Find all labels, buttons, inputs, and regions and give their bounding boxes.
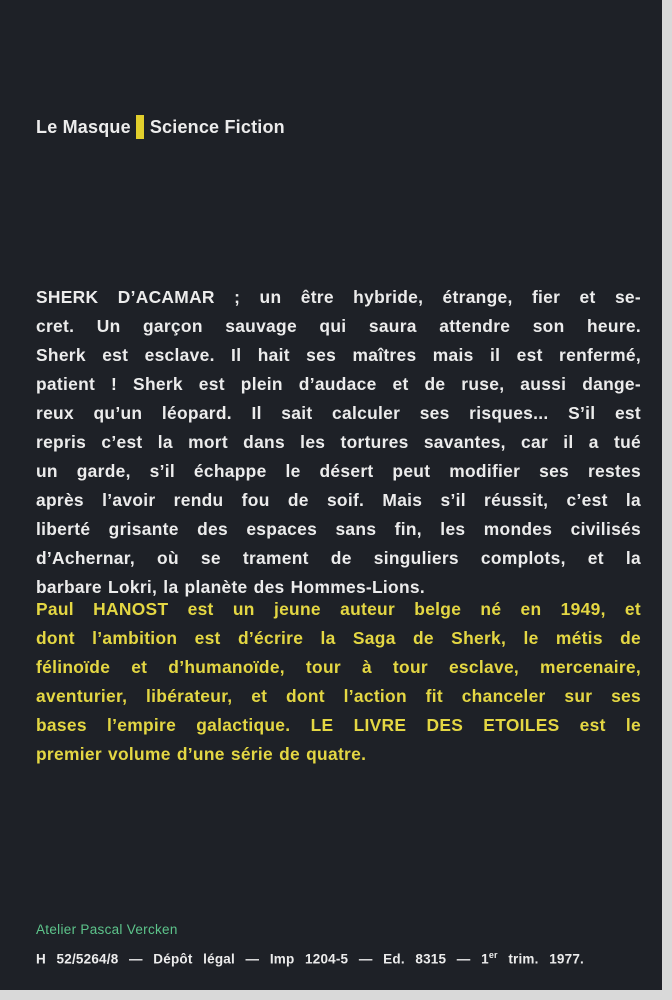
legal-deposit-line bbox=[36, 950, 584, 967]
synopsis-line: liberté grisante des espaces sans fin, les mondes civilisés bbox=[36, 519, 641, 539]
series-name: Science Fiction bbox=[149, 116, 285, 137]
legal-text: H 52/5264/8 — Dépôt légal — Imp 1204-5 — Ed. 8315 — 1 bbox=[36, 951, 489, 967]
series-brand bbox=[36, 114, 285, 140]
synopsis-line: un garde, s’il échappe le désert peut modifier ses restes bbox=[36, 461, 641, 481]
legal-superscript: er bbox=[488, 950, 498, 960]
author-bio-line: premier volume d’une série de quatre. bbox=[36, 744, 367, 764]
synopsis-line: patient ! Sherk est plein d’audace et de ruse, aussi dange- bbox=[36, 374, 641, 394]
publisher-name: Le Masque bbox=[36, 116, 131, 137]
synopsis-line: reux qu’un léopard. Il sait calculer ses risques... S’il est bbox=[36, 403, 641, 423]
synopsis-line: d’Achernar, où se trament de singuliers complots, et la bbox=[36, 548, 641, 568]
author-bio-line: félinoïde et d’humanoïde, tour à tour esclave, mercenaire, bbox=[36, 657, 641, 677]
synopsis-line: barbare Lokri, la planète des Hommes-Lions. bbox=[36, 577, 426, 597]
author-bio-line: aventurier, libérateur, et dont l’action fit chanceler sur ses bbox=[36, 686, 641, 706]
synopsis-line: repris c’est la mort dans les tortures savantes, car il a tué bbox=[36, 432, 641, 452]
synopsis-line: après l’avoir rendu fou de soif. Mais s’il réussit, c’est la bbox=[36, 490, 641, 510]
legal-suffix: trim. 1977. bbox=[497, 951, 584, 967]
author-bio-line: dont l’ambition est d’écrire la Saga de Sherk, le métis de bbox=[36, 628, 641, 648]
brand-separator-bar bbox=[136, 115, 144, 139]
author-bio-paragraph bbox=[36, 595, 641, 769]
synopsis-line: SHERK D’ACAMAR ; un être hybride, étrange, fier et se- bbox=[36, 287, 641, 307]
author-bio-line: bases l’empire galactique. LE LIVRE DES ETOILES est le bbox=[36, 715, 641, 735]
synopsis-line: cret. Un garçon sauvage qui saura attendre son heure. bbox=[36, 316, 641, 336]
synopsis-paragraph bbox=[36, 283, 641, 602]
synopsis-line: Sherk est esclave. Il hait ses maîtres mais il est renfermé, bbox=[36, 345, 641, 365]
author-bio-line: Paul HANOST est un jeune auteur belge né en 1949, et bbox=[36, 599, 641, 619]
cover-artist-credit: Atelier Pascal Vercken bbox=[36, 922, 178, 937]
